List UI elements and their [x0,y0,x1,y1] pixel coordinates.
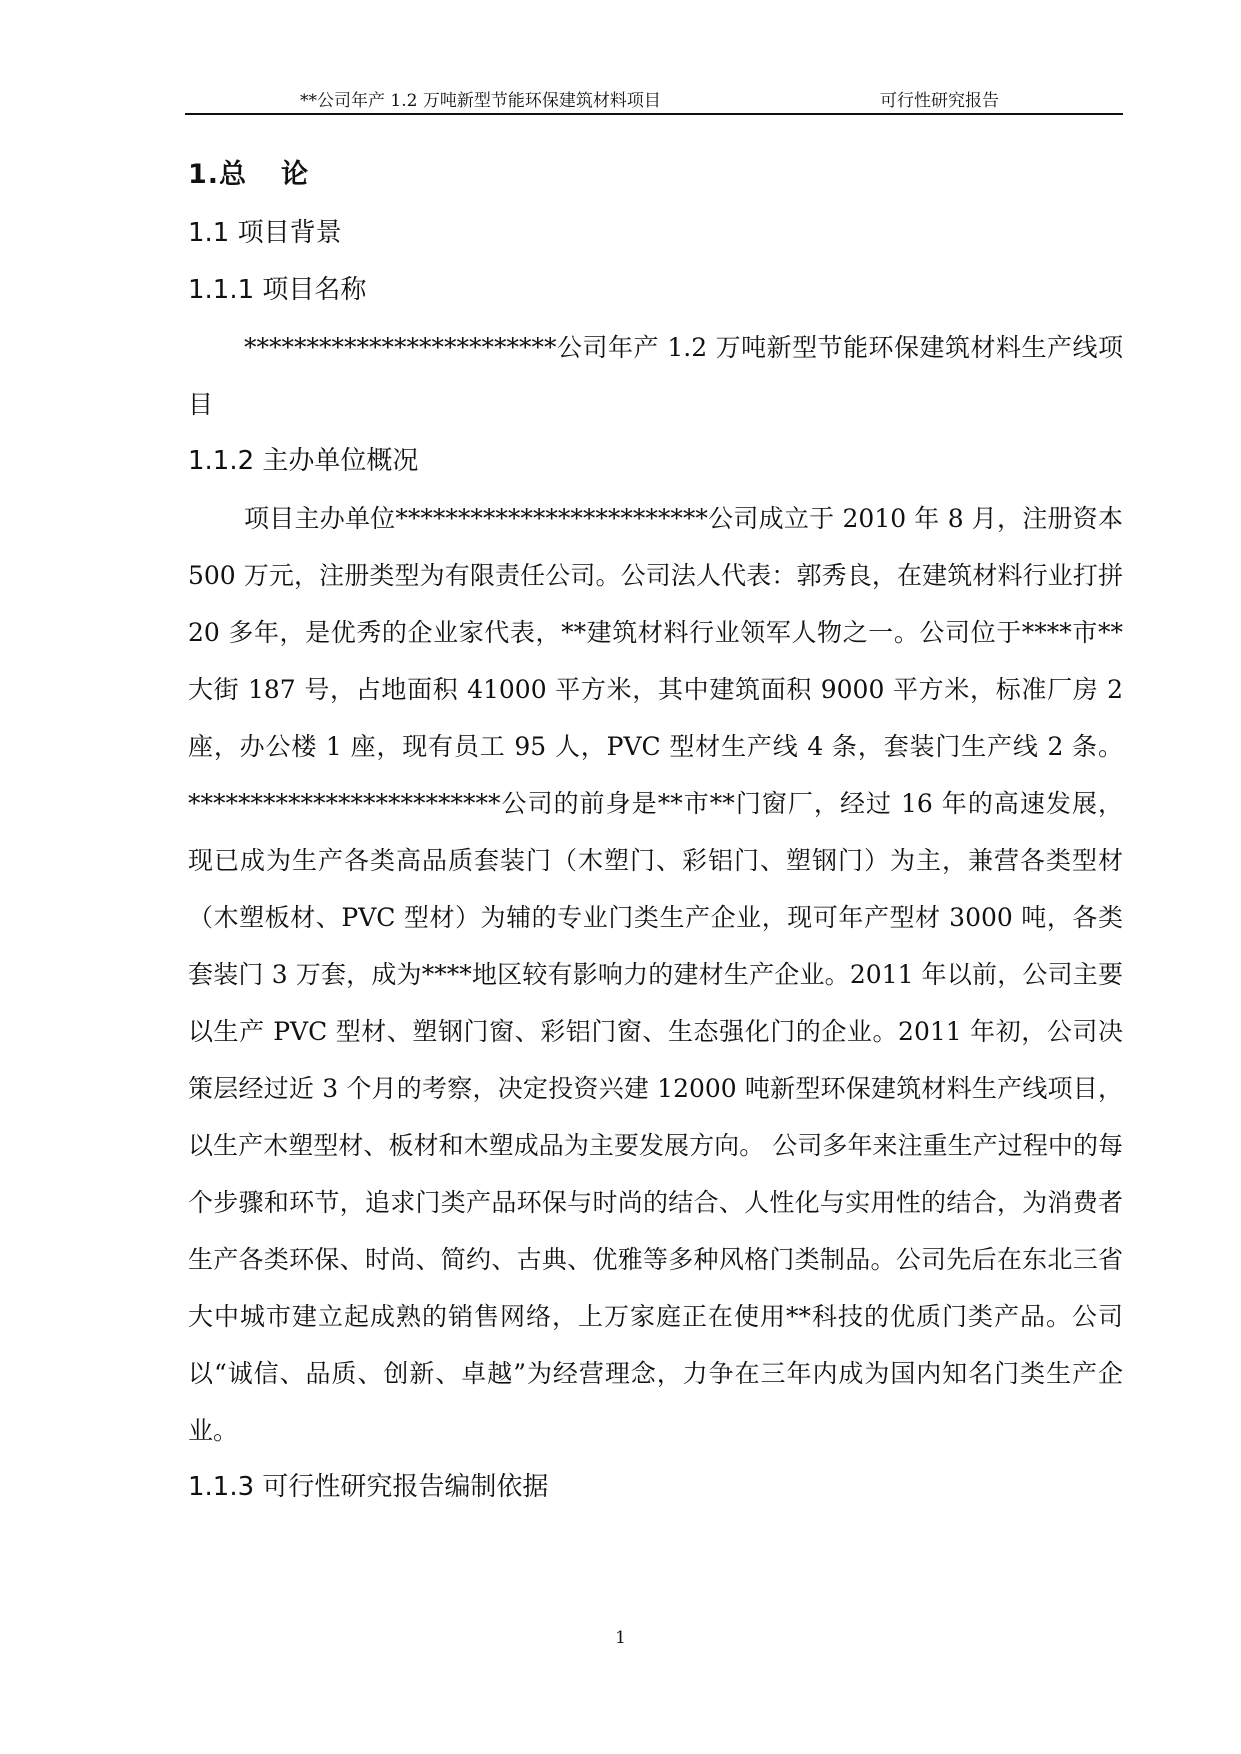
chapter-number: 1. [188,159,220,190]
subsection-heading-1-1-3: 1.1.3 可行性研究报告编制依据 [188,1472,549,1502]
chapter-title-char-2: 论 [281,159,310,190]
page-number: 1 [615,1628,626,1648]
chapter-title-char-1: 总 [219,159,248,190]
section-heading-1-1: 1.1 项目背景 [188,218,342,248]
header-project-title: **公司年产 1.2 万吨新型节能环保建筑材料项目 [300,91,661,111]
project-name-paragraph: *************************公司年产 1.2 万吨新型节能环保建筑材料生产线项目 [188,333,1123,419]
header-report-type: 可行性研究报告 [880,91,999,111]
organizer-overview-paragraph: 项目主办单位*************************公司成立于 2010 年 8 月，注册资本 500 万元，注册类型为有限责任公司。公司法人代表：郭秀良，在建筑材料行业打拼 20 多年，是优秀的企业家代表，**建筑材料行业领军人物之一。公司位于****市**大街 187 号，占地面积 41000 平方米，其中建筑面积 9000 平方米，标准厂房 2 座，办公楼 1 座，现有员工 95 人，PVC 型材生产线 4 条，套装门生产线 2 条。*************************公司的前身是**市**门窗厂，经过 16 年的高速发展，现已成为生产各类高品质套装门（木塑门、彩铝门、塑钢门）为主，兼营各类型材（木塑板材、PVC 型材）为辅的专业门类生产企业，现可年产型材 3000 吨，各类套装门 3 万套，成为****地区较有影响力的建材生产企业。2011 年以前，公司主要以生产 PVC 型材、塑钢门窗、彩铝门窗、生态强化门的企业。2011 年初，公司决策层经过近 3 个月的考察，决定投资兴建 12000 吨新型环保建筑材料生产线项目，以生产木塑型材、板材和木塑成品为主要发展方向。 公司多年来注重生产过程中的每个步骤和环节，追求门类产品环保与时尚的结合、人性化与实用性的结合，为消费者生产各类环保、时尚、简约、古典、优雅等多种风格门类制品。公司先后在东北三省大中城市建立起成熟的销售网络，上万家庭正在使用**科技的优质门类产品。公司以“诚信、品质、创新、卓越”为经营理念，力争在三年内成为国内知名门类生产企业。 [188,504,1123,1445]
subsection-heading-1-1-2: 1.1.2 主办单位概况 [188,446,419,476]
document-body [188,145,1123,1516]
subsection-heading-1-1-1: 1.1.1 项目名称 [188,275,367,305]
header-rule [185,113,1123,115]
chapter-heading [188,145,1123,205]
running-header [185,84,1123,112]
